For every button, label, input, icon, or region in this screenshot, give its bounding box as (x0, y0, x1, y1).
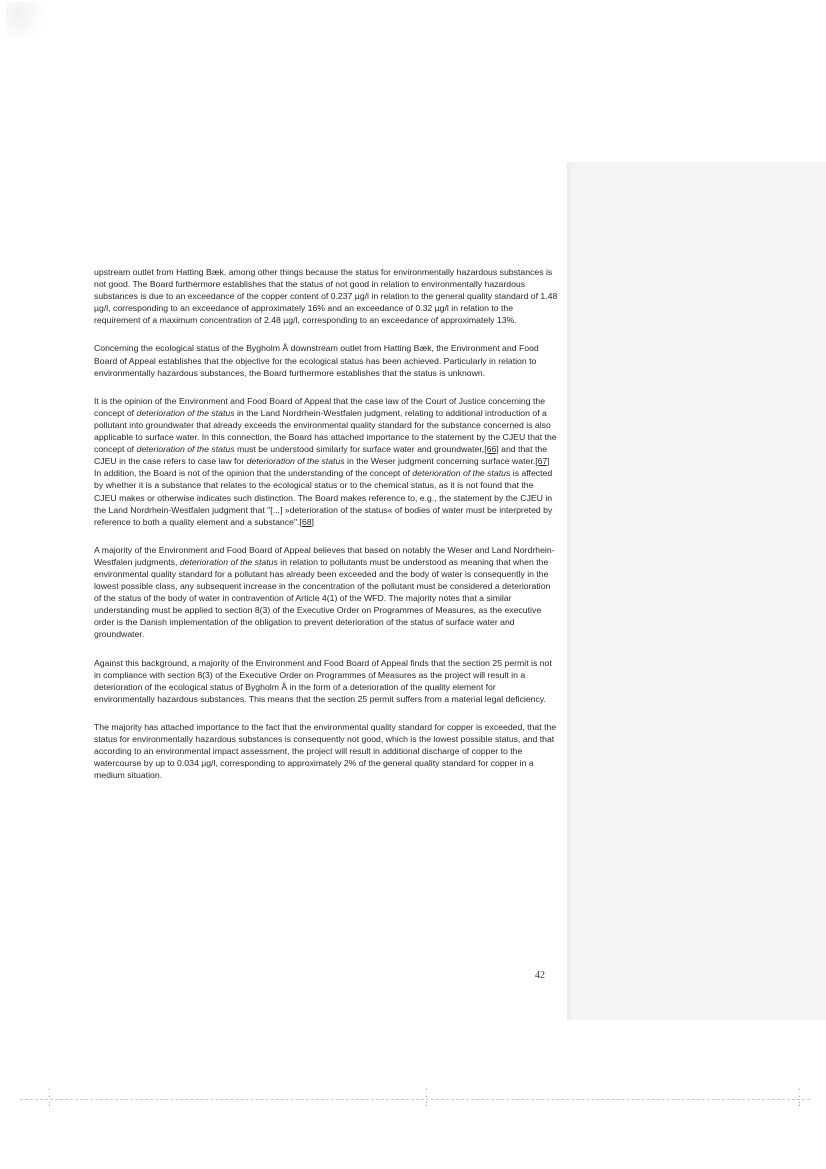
italic-term: deterioration of the status (246, 456, 345, 467)
paragraph (94, 342, 558, 378)
paragraph (94, 266, 558, 326)
paragraph (94, 721, 558, 781)
footnote-link[interactable]: [67] (535, 456, 550, 467)
italic-term: deterioration of the status (179, 556, 278, 567)
italic-term: deterioration of the status (412, 468, 511, 479)
scan-mark-center: · · : (424, 1085, 429, 1108)
text-run: in the Land Nordrhein-Westfalen judgment, relating to additional introduction of a pollutant into groundwater that already exceeds the environmental quality standard for the substance concerned is also applicable to surface water. In this connection, the Board has attached importance to the statement by the CJEU that the concept of (94, 407, 557, 455)
text-run: A majority of the Environment and Food Board of Appeal believes that based on notably the Weser and Land Nordrhein-Westfalen judgments, (94, 544, 555, 567)
text-run: It is the opinion of the Environment and Food Board of Appeal that the case law of the Court of Justice concerning the concept of (94, 395, 546, 418)
text-run: In addition, the Board is not of the opinion that the understanding of the concept of (94, 468, 413, 479)
document-body (94, 266, 558, 797)
paragraph (94, 544, 558, 641)
scan-mark-right: · · : (797, 1085, 802, 1108)
scan-mark-left: · · : (47, 1085, 52, 1108)
text-run: and that the CJEU in the case refers to case law for (94, 444, 548, 467)
italic-term: deterioration of the status (136, 407, 235, 418)
footnote-link[interactable]: [66] (484, 444, 499, 455)
text-run: in the Weser judgment concerning surface water. (344, 456, 536, 467)
scan-shadow-panel (567, 162, 826, 1020)
italic-term: deterioration of the status (136, 444, 235, 455)
text-run: in relation to pollutants must be understood as meaning that when the environmental quality standard for a pollutant has already been exceeded and the body of water is consequently in the lowest possible class, any subsequent increase in the concentration of the pollutant must be considered a deterioration of the status of the body of water in contravention of Article 4(1) of the WFD. The majority notes that a similar understanding must be applied to section 8(3) of the Executive Order on Programmes of Measures, as the executive order is the Danish implementation of the obligation to prevent deterioration of the status of surface water and groundwater. (94, 556, 551, 640)
scan-edge-line (20, 1099, 810, 1100)
paragraph (94, 395, 558, 528)
paragraph (94, 657, 558, 705)
scan-smudge (6, 2, 46, 42)
footnote-link[interactable]: [68] (299, 516, 314, 527)
text-run: is affected by whether it is a substance that relates to the ecological status or to the chemical status, as it is not found that the CJEU makes or otherwise indicates such distinction. The Board makes reference to, e.g., the statement by the CJEU in the Land Nordrhein-Westfalen judgment that "[...] »deterioration of the status« of bodies of water must be interpreted by reference to both a quality element and a substance". (94, 468, 553, 527)
text-run: upstream outlet from Hatting Bæk, among other things because the status for environmentally hazardous substances is not good. The Board furthermore establishes that the status of not good in relation to environmentally hazardous substances is due to an exceedance of the copper content of 0.237 µg/l in relation to the general quality standard of 1.48 µg/l, corresponding to an exceedance of approximately 16% and an exceedance of 0.32 µg/l in relation to the requirement of a maximum concentration of 2.48 µg/l, corresponding to an exceedance of approximately 13%. (94, 267, 558, 326)
text-run: Concerning the ecological status of the Bygholm Å downstream outlet from Hatting Bæk, the Environment and Food Board of Appeal establishes that the objective for the ecological status has been achieved. Particularly in relation to environmentally hazardous substances, the Board furthermore establishes that the status is unknown. (94, 343, 539, 378)
text-run: The majority has attached importance to the fact that the environmental quality standard for copper is exceeded, that the status for environmentally hazardous substances is consequently not good, which is the lowest possible status, and that according to an environmental impact assessment, the project will result in additional discharge of copper to the watercourse by up to 0.034 µg/l, corresponding to approximately 2% of the general quality standard for copper in a medium situation. (94, 721, 557, 781)
page-number: 42 (535, 970, 545, 981)
text-run: Against this background, a majority of the Environment and Food Board of Appeal finds that the section 25 permit is not in compliance with section 8(3) of the Executive Order on Programmes of Measures as the project will result in a deterioration of the ecological status of Bygholm Å in the form of a deterioration of the quality element for environmentally hazardous substances. This means that the section 25 permit suffers from a material legal deficiency. (94, 657, 552, 704)
text-run: must be understood similarly for surface water and groundwater, (234, 444, 485, 455)
